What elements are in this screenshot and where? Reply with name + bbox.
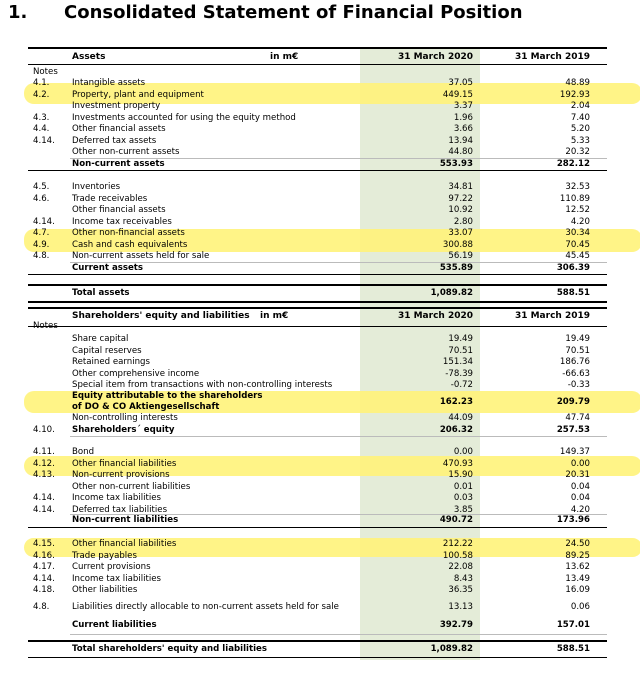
table-row-label: Inventories bbox=[72, 182, 121, 192]
equity-attr-label-1: Equity attributable to the shareholders bbox=[72, 391, 263, 401]
table-row-v2020: 70.51 bbox=[448, 345, 473, 356]
table-row-v2019: -66.63 bbox=[562, 368, 590, 379]
liabilities-unit: in m€ bbox=[260, 311, 289, 321]
table-row-label: Cash and cash equivalents bbox=[72, 239, 188, 250]
total-liabilities-2020: 1,089.82 bbox=[430, 644, 473, 654]
rule bbox=[70, 634, 607, 635]
table-row-v2020: 470.93 bbox=[442, 458, 473, 469]
rule bbox=[28, 47, 607, 49]
liabilities-header: Shareholders' equity and liabilities bbox=[72, 311, 250, 321]
page-title bbox=[8, 2, 523, 23]
noncurrent-liabilities-2020: 490.72 bbox=[439, 515, 473, 525]
table-row-v2020: 0.00 bbox=[453, 447, 473, 457]
table-row-note: 4.12. bbox=[33, 458, 55, 469]
table-row-note: 4.8. bbox=[33, 251, 50, 261]
table-row-note: 4.14. bbox=[33, 573, 55, 584]
table-row-v2020: 151.34 bbox=[442, 357, 473, 367]
table-row-v2020: 100.58 bbox=[442, 550, 473, 561]
rule bbox=[28, 307, 607, 309]
noncurrent-assets-2019: 282.12 bbox=[556, 159, 590, 169]
table-row-v2020: -0.72 bbox=[450, 380, 473, 390]
held-for-sale-note: 4.8. bbox=[33, 602, 50, 612]
table-row-label: Special item from transactions with non-controlling interests bbox=[72, 380, 333, 390]
table-row-label: Deferred tax assets bbox=[72, 135, 157, 146]
table-row-v2019: 48.89 bbox=[565, 78, 590, 88]
table-row-v2020: 37.05 bbox=[448, 78, 473, 88]
table-row-v2019: 5.20 bbox=[570, 124, 590, 134]
table-row-note: 4.14. bbox=[33, 135, 55, 146]
table-row-label: Property, plant and equipment bbox=[72, 89, 204, 100]
table-row-v2020: 97.22 bbox=[448, 193, 473, 204]
table-row-v2019: 20.32 bbox=[565, 147, 590, 157]
rule bbox=[28, 301, 607, 303]
table-row-note: 4.5. bbox=[33, 182, 50, 192]
liabilities-notes-label: Notes bbox=[33, 321, 58, 331]
table-row-v2020: -78.39 bbox=[445, 368, 473, 379]
equity-total-2019: 257.53 bbox=[556, 425, 590, 435]
liabilities-col-2020: 31 March 2020 bbox=[397, 311, 473, 321]
table-row-v2019: 5.33 bbox=[570, 135, 590, 146]
rule bbox=[28, 64, 607, 65]
table-row-note: 4.1. bbox=[33, 78, 50, 88]
table-row-v2019: 13.49 bbox=[565, 573, 590, 584]
table-row-label: Other financial liabilities bbox=[72, 458, 177, 469]
table-row-v2019: 70.45 bbox=[565, 239, 590, 250]
table-row-label: Deferred tax liabilities bbox=[72, 504, 168, 515]
table-row-label: Trade receivables bbox=[72, 193, 148, 204]
section-number: 1. bbox=[8, 2, 28, 23]
table-row-v2020: 36.35 bbox=[448, 585, 473, 595]
equity-attr-2020: 162.23 bbox=[439, 397, 473, 407]
table-row-label: Other financial assets bbox=[72, 205, 166, 215]
table-row-note: 4.13. bbox=[33, 470, 55, 480]
total-assets-2019: 588.51 bbox=[556, 288, 590, 298]
table-row-v2019: 32.53 bbox=[565, 182, 590, 192]
table-row-note: 4.14. bbox=[33, 504, 55, 515]
table-row-v2019: 149.37 bbox=[559, 447, 590, 457]
table-row-note: 4.14. bbox=[33, 493, 55, 503]
table-row-note: 4.7. bbox=[33, 228, 50, 238]
table-row-note: 4.2. bbox=[33, 89, 50, 100]
table-row-label: Income tax receivables bbox=[72, 216, 172, 227]
total-liabilities-2019: 588.51 bbox=[556, 644, 590, 654]
table-row-note: 4.4. bbox=[33, 124, 50, 134]
table-row-v2020: 44.80 bbox=[448, 147, 473, 157]
table-row-note: 4.15. bbox=[33, 539, 55, 549]
table-row-label: Trade payables bbox=[72, 550, 137, 561]
held-for-sale-2020: 13.13 bbox=[448, 602, 473, 612]
rule bbox=[28, 640, 607, 642]
table-row-v2020: 0.01 bbox=[453, 481, 473, 492]
table-row-label: Share capital bbox=[72, 334, 129, 344]
total-assets-label: Total assets bbox=[72, 288, 130, 298]
current-assets-2019: 306.39 bbox=[556, 263, 590, 273]
noncontrolling-2020: 44.09 bbox=[448, 413, 473, 423]
table-row-label: Current provisions bbox=[72, 562, 151, 572]
table-row-v2020: 22.08 bbox=[448, 562, 473, 572]
table-row-v2019: 45.45 bbox=[565, 251, 590, 261]
rule bbox=[28, 657, 607, 658]
table-row-v2020: 13.94 bbox=[448, 135, 473, 146]
table-row-v2019: 19.49 bbox=[565, 334, 590, 344]
table-row-v2019: 0.00 bbox=[570, 458, 590, 469]
table-row-label: Other comprehensive income bbox=[72, 368, 200, 379]
title-text: Consolidated Statement of Financial Position bbox=[64, 2, 523, 23]
table-row-note: 4.17. bbox=[33, 562, 55, 572]
equity-total-note: 4.10. bbox=[33, 425, 55, 435]
table-row-v2019: 186.76 bbox=[559, 357, 590, 367]
table-row-v2019: 24.50 bbox=[565, 539, 590, 549]
table-row-v2020: 449.15 bbox=[442, 89, 473, 100]
table-row-v2019: 12.52 bbox=[565, 205, 590, 215]
table-row-v2019: 20.31 bbox=[565, 470, 590, 480]
noncurrent-assets-label: Non-current assets bbox=[72, 159, 165, 169]
table-row-note: 4.11. bbox=[33, 447, 55, 457]
equity-total-2020: 206.32 bbox=[439, 425, 473, 435]
assets-col-2020: 31 March 2020 bbox=[397, 52, 473, 62]
table-row-v2020: 10.92 bbox=[448, 205, 473, 215]
equity-attr-label-2: of DO & CO Aktiengesellschaft bbox=[72, 402, 220, 412]
rule bbox=[28, 527, 607, 528]
liabilities-col-2019: 31 March 2019 bbox=[514, 311, 590, 321]
table-row-label: Investments accounted for using the equity method bbox=[72, 112, 296, 123]
table-row-v2019: 192.93 bbox=[559, 89, 590, 100]
table-row-v2019: 30.34 bbox=[565, 228, 590, 238]
current-liabilities-2019: 157.01 bbox=[556, 620, 590, 630]
table-row-label: Other non-financial assets bbox=[72, 228, 185, 238]
held-for-sale-label: Liabilities directly allocable to non-current assets held for sale bbox=[72, 602, 339, 612]
table-row-label: Income tax liabilities bbox=[72, 573, 161, 584]
table-row-label: Investment property bbox=[72, 101, 161, 111]
table-row-v2020: 8.43 bbox=[453, 573, 473, 584]
table-row-v2020: 1.96 bbox=[453, 112, 473, 123]
current-assets-2020: 535.89 bbox=[439, 263, 473, 273]
table-row-v2019: -0.33 bbox=[567, 380, 590, 390]
noncontrolling-2019: 47.74 bbox=[565, 413, 590, 423]
table-row-note: 4.16. bbox=[33, 550, 55, 561]
table-row-note: 4.9. bbox=[33, 239, 50, 250]
table-row-label: Retained earnings bbox=[72, 357, 150, 367]
total-liabilities-label: Total shareholders' equity and liabilities bbox=[72, 644, 267, 654]
table-row-v2020: 19.49 bbox=[448, 334, 473, 344]
table-row-v2020: 0.03 bbox=[453, 493, 473, 503]
current-liabilities-label: Current liabilities bbox=[72, 620, 157, 630]
table-row-v2019: 70.51 bbox=[565, 345, 590, 356]
table-row-v2019: 16.09 bbox=[565, 585, 590, 595]
rule bbox=[28, 284, 607, 286]
table-row-label: Other liabilities bbox=[72, 585, 138, 595]
assets-col-2019: 31 March 2019 bbox=[514, 52, 590, 62]
table-row-label: Intangible assets bbox=[72, 78, 146, 88]
table-row-v2020: 56.19 bbox=[448, 251, 473, 261]
table-row-label: Bond bbox=[72, 447, 95, 457]
total-assets-2020: 1,089.82 bbox=[430, 288, 473, 298]
assets-header: Assets bbox=[72, 52, 106, 62]
table-row-v2019: 7.40 bbox=[570, 112, 590, 123]
equity-total-label: Shareholders´ equity bbox=[72, 425, 175, 435]
table-row-v2020: 212.22 bbox=[442, 539, 473, 549]
table-row-v2020: 300.88 bbox=[442, 239, 473, 250]
table-row-v2020: 15.90 bbox=[448, 470, 473, 480]
table-row-label: Non-current assets held for sale bbox=[72, 251, 210, 261]
table-row-note: 4.6. bbox=[33, 193, 50, 204]
table-row-note: 4.3. bbox=[33, 112, 50, 123]
table-row-v2019: 0.04 bbox=[570, 493, 590, 503]
table-row-v2019: 2.04 bbox=[570, 101, 590, 111]
table-row-label: Non-current provisions bbox=[72, 470, 170, 480]
table-row-v2019: 0.04 bbox=[570, 481, 590, 492]
table-row-label: Capital reserves bbox=[72, 345, 142, 356]
table-row-note: 4.14. bbox=[33, 216, 55, 227]
noncurrent-liabilities-2019: 173.96 bbox=[556, 515, 590, 525]
table-row-label: Income tax liabilities bbox=[72, 493, 161, 503]
assets-notes-label: Notes bbox=[33, 67, 58, 77]
table-row-label: Other non-current assets bbox=[72, 147, 180, 157]
noncontrolling-label: Non-controlling interests bbox=[72, 413, 178, 423]
table-row-v2020: 3.37 bbox=[453, 101, 473, 111]
table-row-v2020: 2.80 bbox=[453, 216, 473, 227]
table-row-v2020: 3.66 bbox=[453, 124, 473, 134]
table-row-label: Other financial liabilities bbox=[72, 539, 177, 549]
table-row-v2020: 33.07 bbox=[448, 228, 473, 238]
table-row-v2020: 34.81 bbox=[448, 182, 473, 192]
held-for-sale-2019: 0.06 bbox=[570, 602, 590, 612]
rule bbox=[28, 326, 607, 327]
noncurrent-assets-2020: 553.93 bbox=[439, 159, 473, 169]
table-row-label: Other financial assets bbox=[72, 124, 166, 134]
table-row-v2019: 4.20 bbox=[570, 504, 590, 515]
current-liabilities-2020: 392.79 bbox=[439, 620, 473, 630]
table-row-v2019: 110.89 bbox=[559, 193, 590, 204]
table-row-v2019: 13.62 bbox=[565, 562, 590, 572]
noncurrent-liabilities-label: Non-current liabilities bbox=[72, 515, 179, 525]
table-row-note: 4.18. bbox=[33, 585, 55, 595]
table-row-label: Other non-current liabilities bbox=[72, 481, 191, 492]
table-row-v2020: 3.85 bbox=[453, 504, 473, 515]
assets-unit: in m€ bbox=[270, 52, 299, 62]
table-row-v2019: 89.25 bbox=[565, 550, 590, 561]
current-assets-label: Current assets bbox=[72, 263, 144, 273]
equity-attr-2019: 209.79 bbox=[556, 397, 590, 407]
table-row-v2019: 4.20 bbox=[570, 216, 590, 227]
